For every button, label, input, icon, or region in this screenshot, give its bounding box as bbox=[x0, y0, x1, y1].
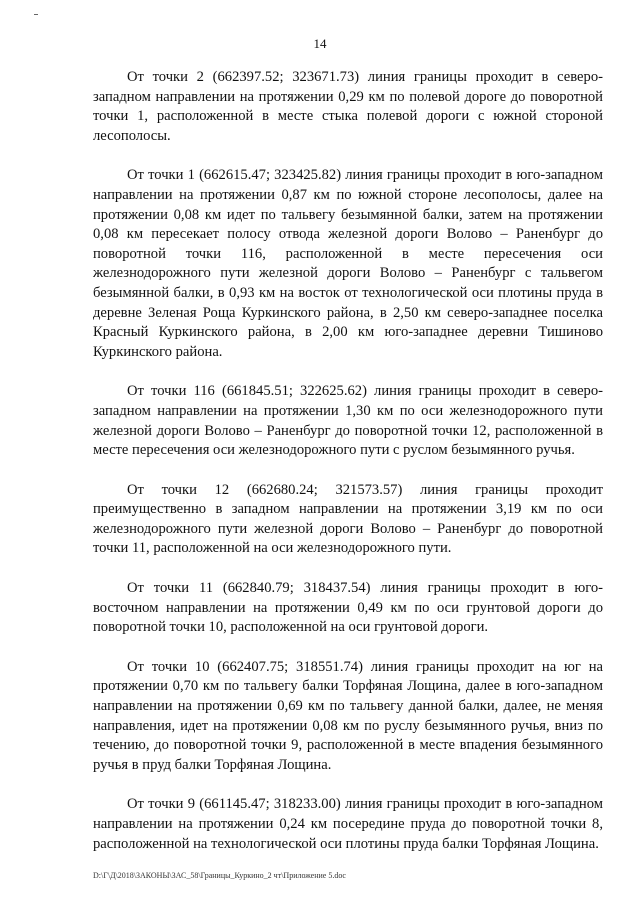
paragraph-point-9: От точки 9 (661145.47; 318233.00) линия границы проходит в юго-западном направлении на протяжении 0,24 км посередине пруда до поворотной точки 8, расположенной на технологической оси плотины пруда балки Торфяная Лощина. bbox=[93, 796, 603, 852]
paragraph-point-2: От точки 2 (662397.52; 323671.73) линия границы проходит в северо-западном направлении на протяжении 0,29 км по полевой дороге до поворотной точки 1, расположенной в месте стыка полевой дороги с южной стороной лесополосы. bbox=[93, 69, 603, 144]
paragraph-point-11: От точки 11 (662840.79; 318437.54) линия границы проходит в юго-восточном направлении на протяжении 0,49 км по оси грунтовой дороги до поворотной точки 10, расположенной на оси грунтовой дороги. bbox=[93, 580, 603, 636]
scan-speck bbox=[34, 14, 38, 15]
paragraph-point-1: От точки 1 (662615.47; 323425.82) линия границы проходит в юго-западном направлении на протяжении 0,87 км по южной стороне лесополосы, далее на протяжении 0,08 км идет по тальвегу безымянной балки, затем на протяжении 0,08 км пересекает полосу отвода железной дороги Волово – Раненбург до поворотной точки 116, расположенной в месте пересечения оси железнодорожного пути железной дороги Волово – Раненбург с тальвегом безымянной балки, в 0,93 км на восток от технологической оси плотины пруда в деревне Зеленая Роща Куркинского района, в 2,50 км северо-западнее поселка Красный Куркинского района, в 2,00 км юго-западнее деревни Тишиново Куркинского района. bbox=[93, 167, 603, 360]
paragraph-point-10: От точки 10 (662407.75; 318551.74) линия границы проходит на юг на протяжении 0,70 км по тальвегу балки Торфяная Лощина, далее в юго-западном направлении на протяжении 0,69 км по тальвегу данной балки, далее, не меняя направления, идет на протяжении 0,08 км по руслу безымянного ручья, вниз по течению, до поворотной точки 9, расположенной в месте впадения безымянного ручья в пруд балки Торфяная Лощина. bbox=[93, 658, 603, 773]
footer-file-path: D:\Г\Д\2018\ЗАКОНЫ\ЗАС_58\Границы_Куркино_2 чт\Приложение 5.doc bbox=[93, 871, 346, 880]
paragraph-point-116: От точки 116 (661845.51; 322625.62) линия границы проходит в северо-западном направлении на протяжении 1,30 км по оси железнодорожного пути железной дороги Волово – Раненбург до поворотной точки 12, расположенной в месте пересечения оси железнодорожного пути с руслом безымянного ручья. bbox=[93, 383, 603, 459]
document-body bbox=[93, 68, 603, 874]
page-number: 14 bbox=[313, 36, 327, 51]
paragraph-point-12: От точки 12 (662680.24; 321573.57) линия границы проходит преимущественно в западном направлении на протяжении 3,19 км по оси железнодорожного пути железной дороги Волово – Раненбург до поворотной точки 11, расположенной на оси железнодорожного пути. bbox=[93, 481, 603, 557]
